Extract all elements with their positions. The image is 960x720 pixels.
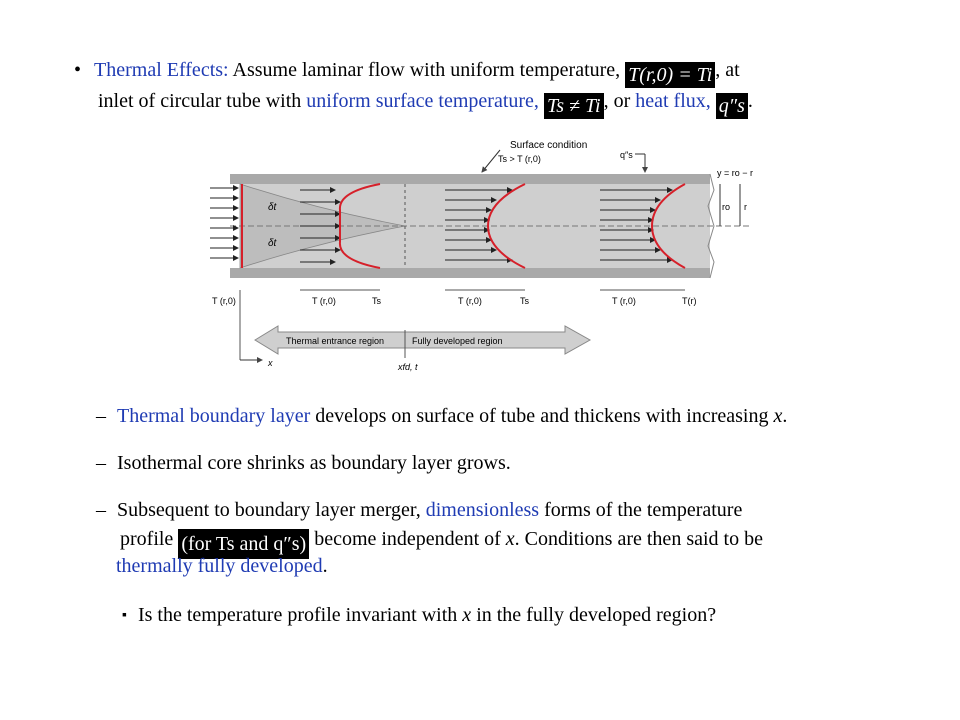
equation-heat-flux: q″s — [716, 93, 748, 119]
variable-x: x — [462, 604, 472, 626]
bullet-merger-line-3 — [116, 554, 328, 578]
qs-label: q″s — [620, 150, 633, 160]
profile-word: profile — [120, 528, 174, 550]
variable-x: x — [773, 405, 783, 427]
ro-label: ro — [722, 202, 731, 212]
bottom-label-2: T (r,0) — [312, 296, 336, 306]
dash-marker: – — [96, 499, 106, 521]
intro-text-end: , at — [715, 59, 740, 81]
bullet-text: Subsequent to boundary layer merger, — [117, 499, 421, 521]
tube-wall-bottom — [230, 268, 710, 278]
or-text: , or — [603, 90, 631, 112]
delta-t-top: δt — [268, 202, 277, 213]
tube-wall-top — [230, 174, 710, 184]
equation-inlet-temperature: T(r,0) = Ti — [625, 62, 715, 88]
intro-line-2 — [98, 89, 753, 119]
bottom-label-5: Ts — [520, 296, 529, 306]
bullet-isothermal-core — [96, 451, 511, 475]
bullet-text: Isothermal core shrinks as boundary layer grows. — [117, 452, 511, 474]
delta-t-bottom: δt — [268, 238, 277, 249]
y-eq-label: y = ro − r — [717, 168, 754, 178]
square-bullet-icon: ▪ — [122, 608, 127, 623]
bottom-label-3: Ts — [372, 296, 381, 306]
dimensionless-term: dimensionless — [425, 499, 540, 521]
bullet-text: . Conditions are then said to be — [514, 528, 763, 550]
bottom-label-7: T(r) — [682, 296, 697, 306]
variable-x: x — [505, 528, 515, 550]
thermal-boundary-layer-term: Thermal boundary layer — [117, 405, 311, 427]
uniform-surface-temperature: uniform surface temperature, — [306, 90, 539, 112]
thermally-fully-developed-term: thermally fully developed — [116, 555, 323, 577]
bottom-label-6: T (r,0) — [612, 296, 636, 306]
period: . — [747, 90, 753, 112]
intro-line-1 — [74, 58, 740, 88]
r-label: r — [744, 202, 747, 212]
bullet-text: develops on surface of tube and thickens with increasing — [310, 405, 774, 427]
question-text: in the fully developed region? — [476, 604, 717, 626]
bullet-merger-line-1 — [96, 498, 742, 522]
thermal-entrance-region-label: Thermal entrance region — [286, 336, 385, 346]
inlet-arrows — [210, 188, 238, 258]
surface-condition-label: Surface condition — [510, 140, 588, 151]
section-heading: Thermal Effects: — [94, 59, 229, 81]
x-axis-label: x — [268, 358, 273, 368]
xfd-label: xfd, t — [398, 362, 418, 372]
intro-text: inlet of circular tube with — [98, 90, 302, 112]
dash-marker: – — [96, 452, 106, 474]
period: . — [322, 555, 328, 577]
fully-developed-region-label: Fully developed region — [412, 336, 503, 346]
equation-ts-ne-ti: Ts ≠ Ti — [544, 93, 604, 119]
thermal-entrance-figure — [200, 130, 780, 380]
intro-text: Assume laminar flow with uniform temperature, — [232, 59, 621, 81]
heat-flux: heat flux, — [635, 90, 711, 112]
dash-marker: – — [96, 405, 106, 427]
bottom-label-4: T (r,0) — [458, 296, 482, 306]
bullet-thermal-boundary-layer — [96, 404, 787, 428]
equation-for-ts-and-qs: (for Ts and q″s) — [178, 529, 309, 559]
bullet-text: forms of the temperature — [544, 499, 743, 521]
bullet-marker: • — [74, 59, 82, 81]
period: . — [782, 405, 788, 427]
question-line — [122, 603, 716, 628]
ts-gt-label: Ts > T (r,0) — [498, 154, 541, 164]
bottom-label-1: T (r,0) — [212, 296, 236, 306]
bullet-text: become independent of — [314, 528, 501, 550]
question-text: Is the temperature profile invariant with — [137, 604, 458, 626]
